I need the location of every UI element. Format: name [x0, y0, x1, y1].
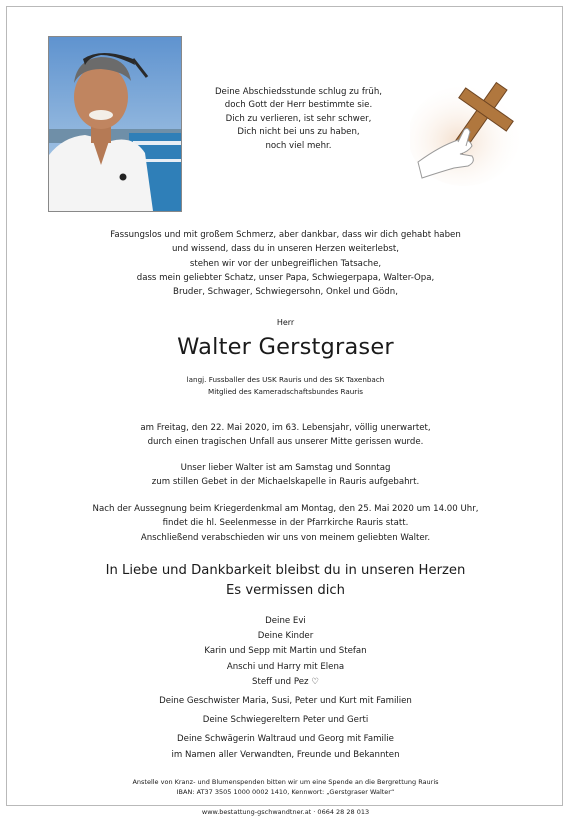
viewing-line: Unser lieber Walter ist am Samstag und Sonntag: [180, 463, 391, 473]
mourner-line: Deine Geschwister Maria, Susi, Peter und Kurt mit Familien: [159, 696, 412, 707]
poem: [196, 86, 401, 153]
viewing-line: zum stillen Gebet in der Michaelskapelle in Rauris aufgebahrt.: [151, 477, 420, 488]
donation-line: Anstelle von Kranz- und Blumenspenden bitten wir um eine Spende an die Bergrettung Rauris: [132, 778, 439, 786]
poem-line: Dich zu verlieren, ist sehr schwer,: [225, 113, 372, 124]
intro-line: Fassungslos und mit großem Schmerz, aber dankbar, dass wir dich gehabt haben: [110, 230, 461, 240]
intro-line: Bruder, Schwager, Schwiegersohn, Onkel und Gödn,: [173, 287, 398, 298]
motto-line: In Liebe und Dankbarkeit bleibst du in unseren Herzen: [105, 563, 466, 578]
funeral-text: [40, 502, 531, 545]
mourner-line: Steff und Pez ♡: [252, 676, 319, 687]
mourner-line: Karin und Sepp mit Martin und Stefan: [204, 646, 367, 657]
poem-line: Deine Abschiedsstunde schlug zu früh,: [214, 87, 383, 97]
poem-line: Dich nicht bei uns zu haben,: [237, 127, 360, 138]
mourner-line: Anschi und Harry mit Elena: [226, 661, 345, 672]
donation-notice: [50, 777, 521, 797]
footer-contact: www.bestattung-gschwandtner.at · 0664 28 28 013: [201, 808, 370, 816]
death-notice-text: [50, 421, 521, 450]
mourner-line: Deine Evi: [265, 616, 306, 626]
cross-in-hand-illustration: [410, 66, 528, 190]
deceased-name: Walter Gerstgraser: [177, 334, 394, 360]
intro-line: dass mein geliebter Schatz, unser Papa, Schwiegerpapa, Walter-Opa,: [136, 272, 435, 283]
club-line: langj. Fussballer des USK Rauris und des SK Taxenbach: [186, 375, 385, 384]
funeral-line: Anschließend verabschieden wir uns von meinem geliebten Walter.: [140, 532, 431, 543]
mourner-line: Deine Schwägerin Waltraud und Georg mit Familie: [177, 734, 394, 745]
club-memberships: [50, 374, 521, 397]
salutation: Herr: [276, 318, 295, 327]
intro-text: [50, 228, 521, 299]
mourner-line: Deine Schwiegereltern Peter und Gerti: [202, 715, 369, 726]
donation-line: IBAN: AT37 3505 1000 0002 1410, Kennwort: „Gerstgraser Walter“: [176, 788, 395, 796]
viewing-text: [50, 461, 521, 490]
motto-line: Es vermissen dich: [225, 583, 346, 598]
poem-line: noch viel mehr.: [265, 140, 332, 151]
portrait-photo: [48, 36, 182, 212]
mourner-line: Deine Kinder: [257, 631, 314, 642]
notice-line: durch einen tragischen Unfall aus unserer Mitte gerissen wurde.: [147, 437, 424, 448]
mourner-line: im Namen aller Verwandten, Freunde und Bekannten: [171, 749, 400, 760]
mourners-list: [50, 614, 521, 763]
motto: [50, 561, 521, 601]
funeral-line: findet die hl. Seelenmesse in der Pfarrkirche Rauris statt.: [162, 518, 409, 529]
notice-line: am Freitag, den 22. Mai 2020, im 63. Lebensjahr, völlig unerwartet,: [140, 423, 431, 433]
poem-line: doch Gott der Herr bestimmte sie.: [224, 100, 373, 111]
club-line: Mitglied des Kameradschaftsbundes Rauris: [208, 386, 363, 396]
intro-line: stehen wir vor der unbegreiflichen Tatsache,: [189, 258, 382, 269]
intro-line: und wissend, dass du in unseren Herzen weiterlebst,: [171, 244, 400, 255]
funeral-line: Nach der Aussegnung beim Kriegerdenkmal am Montag, den 25. Mai 2020 um 14.00 Uhr,: [92, 504, 479, 514]
